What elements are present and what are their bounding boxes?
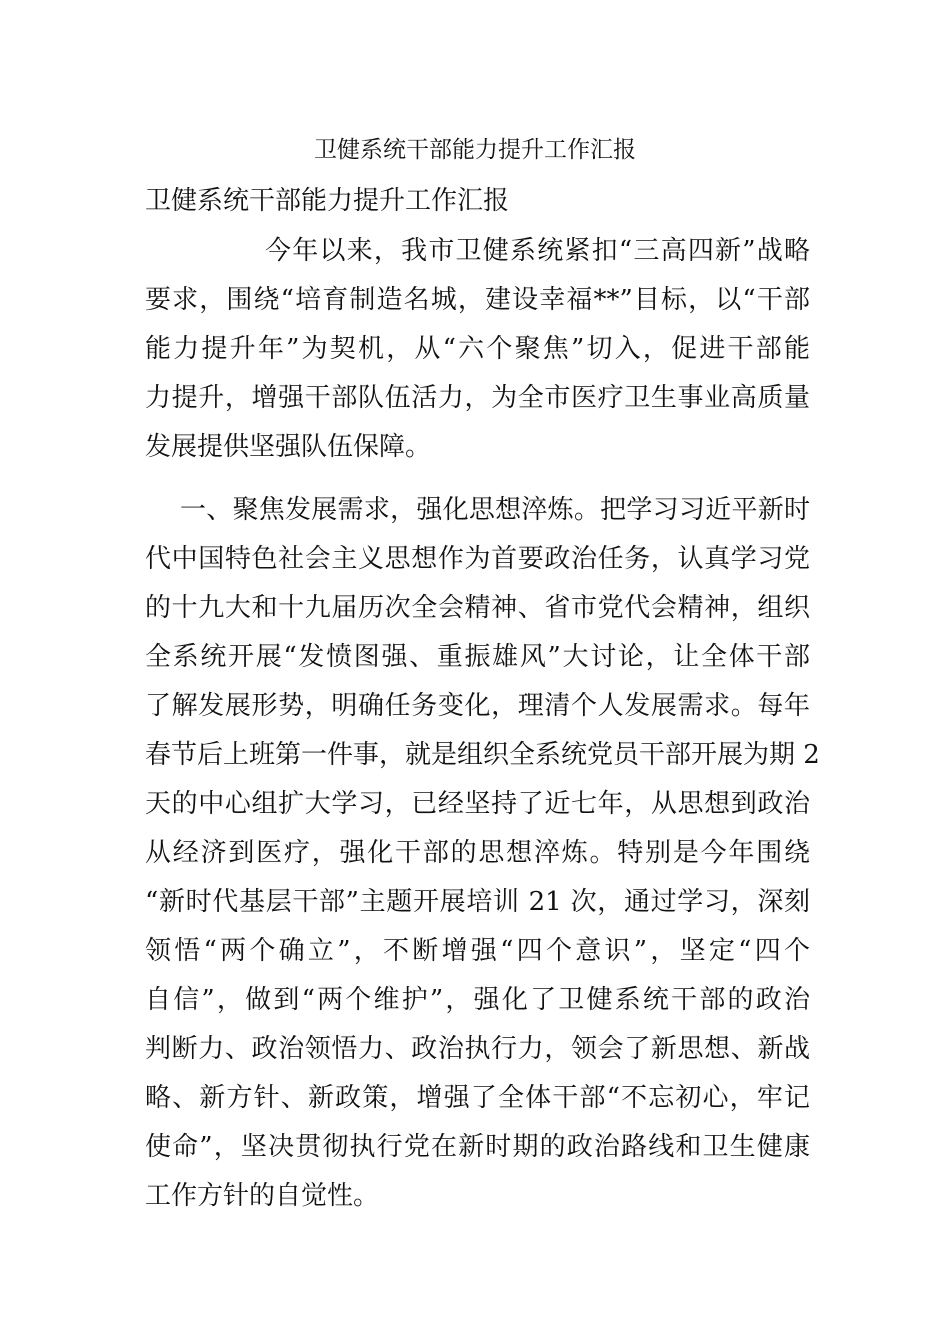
text-line: 天的中心组扩大学习，已经坚持了近七年，从思想到政治 — [145, 789, 810, 819]
document-title: 卫健系统干部能力提升工作汇报 — [314, 137, 636, 163]
text-line: 自信”，做到“两个维护”，强化了卫健系统干部的政治 — [145, 985, 810, 1015]
text-line: 判断力、政治领悟力、政治执行力，领会了新思想、新战 — [145, 1034, 810, 1064]
text-line: “新时代基层干部”主题开展培训 21 次，通过学习，深刻 — [145, 887, 810, 917]
text-line: 从经济到医疗，强化干部的思想淬炼。特别是今年围绕 — [145, 838, 810, 868]
text-line: 要求，围绕“培育制造名城，建设幸福**”目标，以“干部 — [145, 285, 810, 315]
text-line: 领悟“两个确立”，不断增强“四个意识”，坚定“四个 — [145, 936, 810, 966]
text-line: 能力提升年”为契机，从“六个聚焦”切入，促进干部能 — [145, 334, 810, 364]
text-line: 发展提供坚强队伍保障。 — [145, 432, 432, 462]
text-line: 力提升，增强干部队伍活力，为全市医疗卫生事业高质量 — [145, 383, 810, 413]
text-line: 工作方针的自觉性。 — [145, 1181, 380, 1211]
text-line: 代中国特色社会主义思想作为首要政治任务，认真学习党 — [145, 544, 810, 574]
text-line: 今年以来，我市卫健系统紧扣“三高四新”战略 — [265, 236, 810, 266]
document-subtitle: 卫健系统干部能力提升工作汇报 — [145, 186, 510, 216]
text-line: 全系统开展“发愤图强、重振雄风”大讨论，让全体干部 — [145, 642, 810, 672]
text-line: 略、新方针、新政策，增强了全体干部“不忘初心，牢记 — [145, 1083, 810, 1113]
text-line: 了解发展形势，明确任务变化，理清个人发展需求。每年 — [145, 691, 810, 721]
text-line: 一、聚焦发展需求，强化思想淬炼。把学习习近平新时 — [180, 495, 810, 525]
text-line: 春节后上班第一件事，就是组织全系统党员干部开展为期 2 — [145, 740, 820, 770]
text-line: 的十九大和十九届历次全会精神、省市党代会精神，组织 — [145, 593, 810, 623]
text-line: 使命”，坚决贯彻执行党在新时期的政治路线和卫生健康 — [145, 1132, 810, 1162]
